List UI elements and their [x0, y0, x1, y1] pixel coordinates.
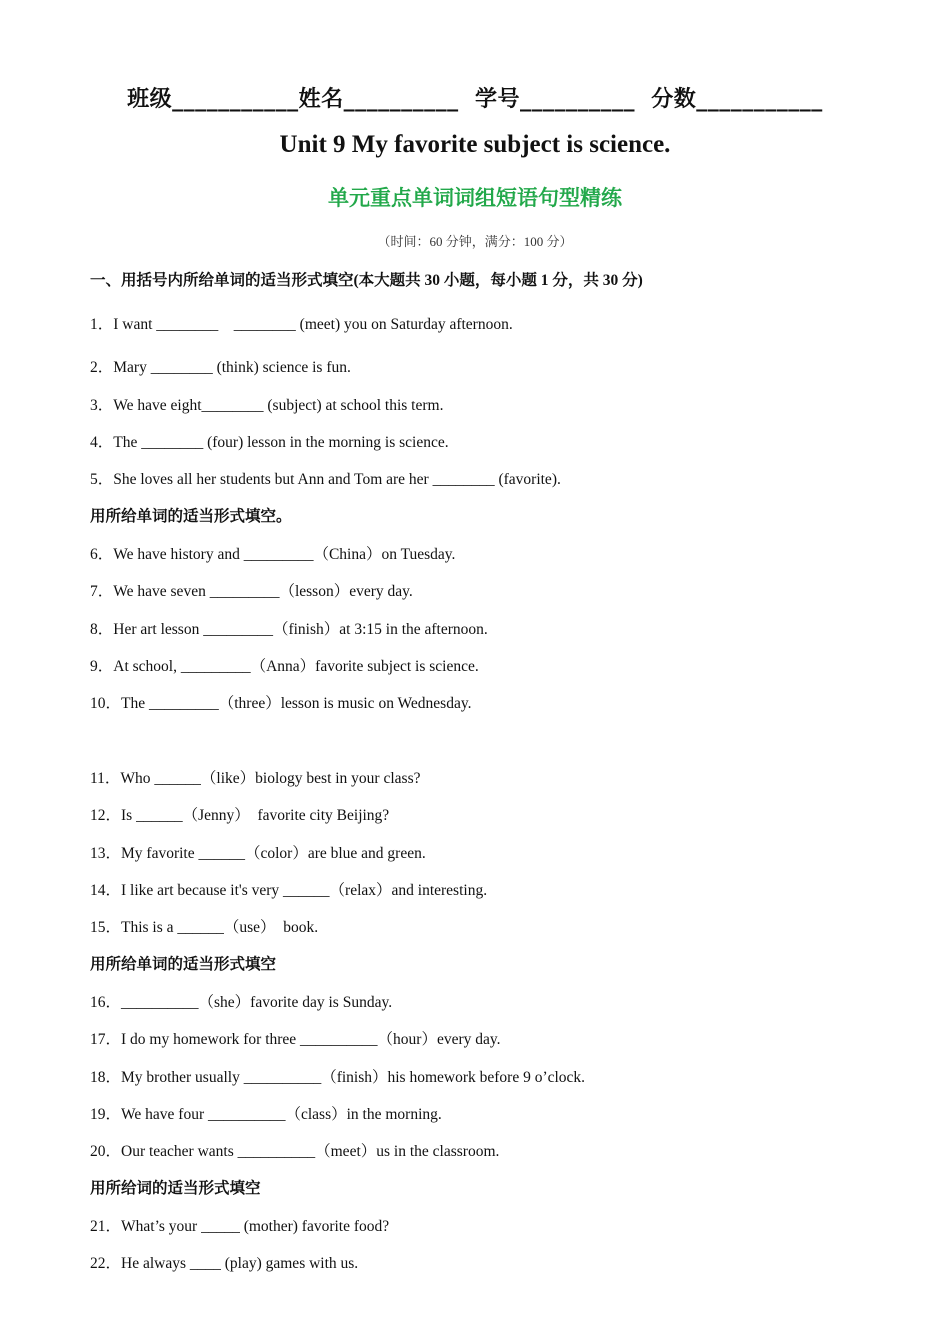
question-item: 3．We have eight________ (subject) at school this term.: [90, 397, 444, 414]
question-item: 12．Is ______（Jenny） favorite city Beijing?: [90, 807, 390, 824]
question-item: 1．I want ________ ________ (meet) you on Saturday afternoon.: [90, 316, 513, 333]
section-heading: 一、用括号内所给单词的适当形式填空(本大题共 30 小题，每小题 1 分，共 30 分): [90, 272, 643, 289]
time-and-score-note: （时间：60 分钟，满分：100 分）: [377, 234, 573, 249]
worksheet-subtitle: 单元重点单词词组短语句型精练: [328, 186, 622, 210]
question-item: 15．This is a ______（use） book.: [90, 919, 319, 936]
question-item: 11．Who ______（like）biology best in your class?: [90, 770, 421, 787]
question-item: 19．We have four __________（class）in the morning.: [90, 1106, 442, 1123]
student-info-line: 班级___________姓名__________ 学号__________ 分数___________: [127, 87, 823, 112]
question-item: 22．He always ____ (play) games with us.: [90, 1255, 359, 1272]
question-item: 8．Her art lesson _________（finish）at 3:15 in the afternoon.: [90, 621, 488, 638]
question-item: 4．The ________ (four) lesson in the morning is science.: [90, 434, 449, 451]
section-heading: 用所给词的适当形式填空: [90, 1180, 261, 1197]
question-item: 16．__________（she）favorite day is Sunday.: [90, 994, 393, 1011]
question-item: 21．What’s your _____ (mother) favorite food?: [90, 1218, 390, 1235]
question-item: 2．Mary ________ (think) science is fun.: [90, 359, 351, 376]
question-item: 5．She loves all her students but Ann and Tom are her ________ (favorite).: [90, 471, 561, 488]
question-item: 6．We have history and _________（China）on Tuesday.: [90, 546, 456, 563]
question-item: 13．My favorite ______（color）are blue and green.: [90, 845, 426, 862]
question-item: 20．Our teacher wants __________（meet）us in the classroom.: [90, 1143, 500, 1160]
question-item: 7．We have seven _________（lesson）every day.: [90, 583, 413, 600]
section-heading: 用所给单词的适当形式填空。: [90, 508, 292, 525]
question-item: 14．I like art because it's very ______（relax）and interesting.: [90, 882, 488, 899]
question-item: 18．My brother usually __________（finish）his homework before 9 o’clock.: [90, 1069, 586, 1086]
question-item: 17．I do my homework for three __________（hour）every day.: [90, 1031, 501, 1048]
section-heading: 用所给单词的适当形式填空: [90, 956, 277, 973]
worksheet-title: Unit 9 My favorite subject is science.: [279, 131, 671, 158]
question-item: 10．The _________（three）lesson is music on Wednesday.: [90, 695, 472, 712]
question-item: 9．At school, _________（Anna）favorite subject is science.: [90, 658, 479, 675]
